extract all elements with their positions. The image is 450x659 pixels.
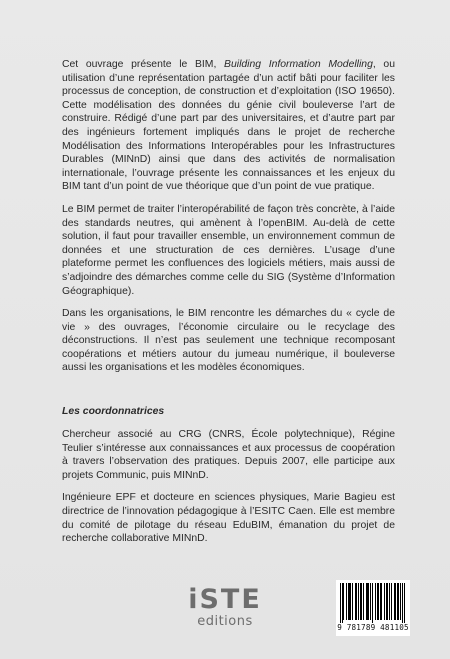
barcode-bar	[400, 583, 401, 620]
barcode-bar	[389, 583, 390, 620]
coordinators-heading: Les coordonnatrices	[62, 406, 165, 417]
coordinator-paragraph-2: Ingénieure EPF et docteure en sciences physiques, Marie Bagieu est directrice de l’innovation pédagogique à l’ESITC Caen. Elle est membre du comité de pilotage du réseau EduBIM, émanation du projet de recherche collaborative MINnD.	[62, 492, 395, 545]
barcode-bar	[370, 583, 371, 620]
barcode-bar	[366, 583, 367, 620]
barcode-bar	[342, 583, 343, 623]
barcode-bar	[397, 583, 398, 620]
barcode-bar	[381, 583, 382, 620]
barcode-bar	[352, 583, 353, 620]
barcode-bar	[361, 583, 362, 620]
barcode-bar	[346, 583, 347, 620]
barcode-bar	[404, 583, 405, 623]
barcode-bar	[380, 583, 381, 620]
barcode-bar	[395, 583, 396, 620]
barcode-number: 9 781789 481105	[337, 623, 409, 632]
barcode-bar	[349, 583, 350, 620]
coordinator-paragraph-1: Chercheur associé au CRG (CNRS, École polytechnique), Régine Teulier s’intéresse aux connaissances et aux processus de coopération à travers l’observation des pratiques. Depuis 2007, elle participe aux projets Communic, puis MINnD.	[62, 429, 395, 481]
barcode-bar	[340, 583, 341, 623]
barcode-bar	[372, 583, 373, 623]
barcode-bar	[348, 583, 349, 620]
barcode-bar	[402, 583, 403, 623]
barcode-bar	[368, 583, 369, 620]
barcode-bar	[375, 583, 376, 620]
barcode-bar	[386, 583, 387, 620]
barcode-bar	[398, 583, 399, 620]
barcode-bar	[343, 583, 344, 620]
isbn-barcode	[336, 580, 410, 636]
description-emphasis: Building Information Modelling	[224, 59, 373, 70]
coordinators-text	[62, 428, 395, 546]
barcode-bar	[378, 583, 379, 620]
barcode-bar	[358, 583, 359, 620]
description-paragraph-1: Cet ouvrage présente le BIM, Building Information Modelling, ou utilisation d’une représentation partagée d’un actif bâti pour faciliter les processus de conception, de construction et d’exploitation (ISO 19650). Cette modélisation des données du génie civil bouleverse l’art de construire. Rédigé d’une part par des universitaires, et d’autre part par des ingénieurs fortement impliqués dans le projet de recherche Modélisation des Informations Interopérables pour les Infrastructures Durables (MINnD) ainsi que dans des activités de normalisation internationale, l’ouvrage présente les connaissances et les enjeux du BIM tant d’un point de vue théorique que d’un point de vue pratique.	[62, 59, 395, 193]
barcode-bar	[384, 583, 385, 620]
description-text	[62, 58, 395, 375]
barcode-bar	[356, 583, 357, 620]
barcode-bars	[340, 583, 406, 623]
barcode-bar	[363, 583, 364, 620]
barcode-bar	[391, 583, 392, 620]
barcode-bar	[360, 583, 361, 620]
iste-editions-logo	[170, 586, 280, 636]
description-paragraph-2: Le BIM permet de traiter l’interopérabilité de façon très concrète, à l’aide des standards neutres, qui amènent à l’openBIM. Au-delà de cette solution, il faut pour travailler ensemble, un environnement commun de données et une structuration de ces dernières. L’usage d’une plateforme permet les confluences des logiciels métiers, mais aussi de s’adjoindre des démarches comme celle du SIG (Système d’Information Géographique).	[62, 203, 395, 297]
barcode-bar	[387, 583, 388, 620]
barcode-bar	[394, 583, 395, 620]
barcode-bar	[377, 583, 378, 620]
barcode-bar	[367, 583, 368, 620]
description-paragraph-3: Dans les organisations, le BIM rencontre les démarches du « cycle de vie » des ouvrages, l’économie circulaire ou le recyclage des déconstructions. Il n’est pas seulement une technique recomposant coopérations et métiers autour du jumeau numérique, il bouleverse aussi les organisations et les modèles économiques.	[62, 308, 395, 374]
barcode-bar	[355, 583, 356, 620]
logo-main-text: iSTE	[188, 584, 262, 615]
barcode-bar	[350, 583, 351, 620]
logo-sub-text: editions	[197, 614, 253, 629]
